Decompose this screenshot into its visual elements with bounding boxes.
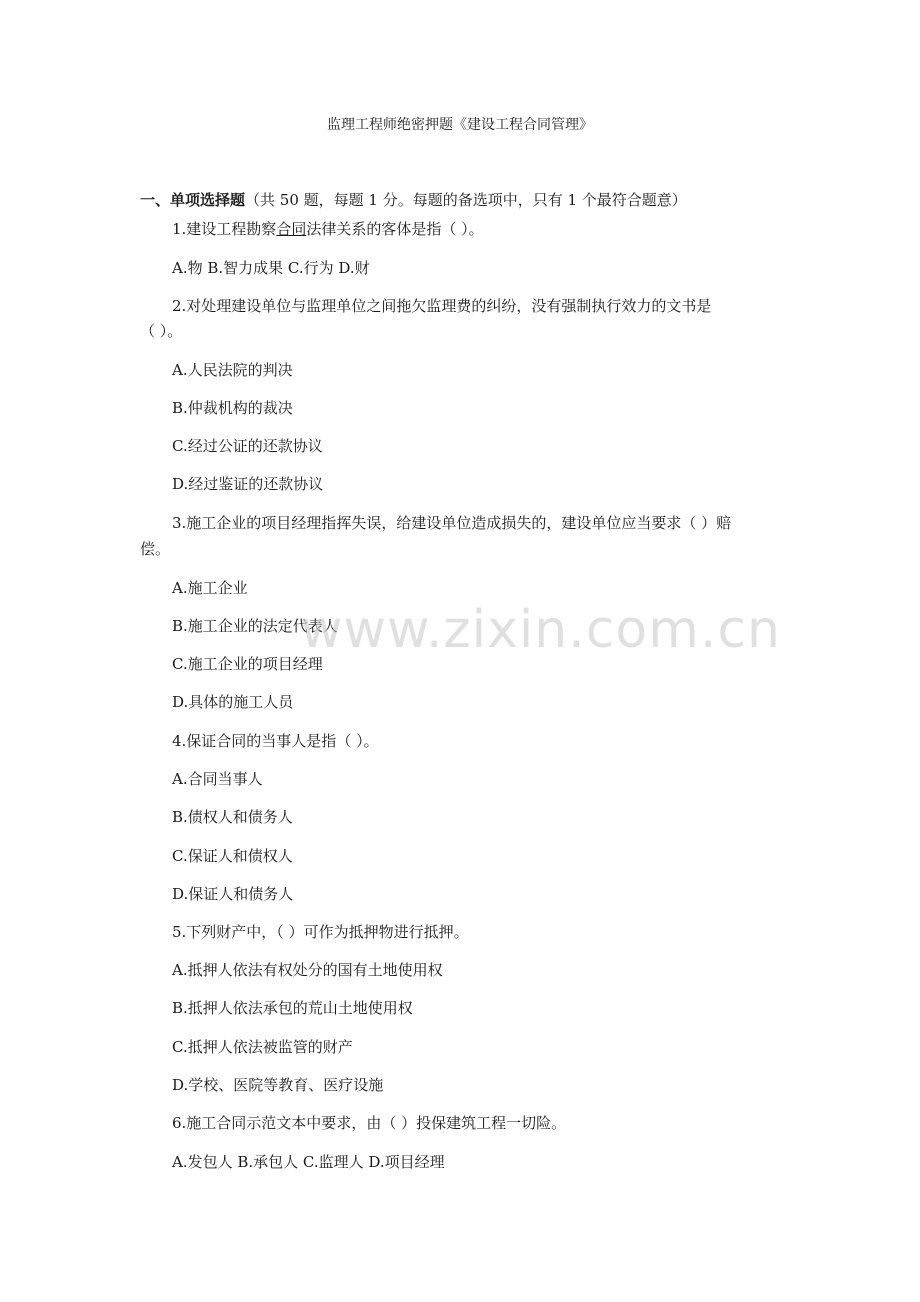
- question-3-stem: 3.施工企业的项目经理指挥失误，给建设单位造成损失的，建设单位应当要求（ ）赔: [172, 514, 732, 532]
- question-1-options: A.物 B.智力成果 C.行为 D.财: [172, 259, 370, 277]
- question-5-option-a: A.抵押人依法有权处分的国有土地使用权: [172, 961, 443, 979]
- question-2-stem-continued: （ ）。: [140, 322, 183, 340]
- question-3-stem-continued: 偿。: [140, 540, 171, 558]
- question-1-stem: 1.建设工程勘察合同法律关系的客体是指（ ）。: [172, 220, 484, 238]
- question-4-option-c: C.保证人和债权人: [172, 847, 293, 865]
- question-5-option-b: B.抵押人依法承包的荒山土地使用权: [172, 999, 413, 1017]
- question-5-option-d: D.学校、医院等教育、医疗设施: [172, 1076, 384, 1094]
- question-3-option-b: B.施工企业的法定代表人: [172, 617, 338, 635]
- question-2-stem: 2.对处理建设单位与监理单位之间拖欠监理费的纠纷，没有强制执行效力的文书是: [172, 297, 712, 315]
- question-3-option-d: D.具体的施工人员: [172, 693, 294, 711]
- section-heading: [140, 189, 687, 210]
- question-5-stem: 5.下列财产中，（ ）可作为抵押物进行抵押。: [172, 923, 469, 941]
- question-6-options: A.发包人 B.承包人 C.监理人 D.项目经理: [172, 1153, 445, 1171]
- question-4-stem: 4.保证合同的当事人是指（ ）。: [172, 732, 379, 750]
- question-3-option-c: C.施工企业的项目经理: [172, 655, 323, 673]
- question-4-option-b: B.债权人和债务人: [172, 808, 293, 826]
- question-5-option-c: C.抵押人依法被监管的财产: [172, 1038, 353, 1056]
- question-2-option-a: A.人民法院的判决: [172, 361, 293, 379]
- contract-link[interactable]: 合同: [276, 220, 307, 238]
- question-3-option-a: A.施工企业: [172, 579, 248, 597]
- question-6-stem: 6.施工合同示范文本中要求，由（ ）投保建筑工程一切险。: [172, 1114, 567, 1132]
- question-2-option-d: D.经过鉴证的还款协议: [172, 475, 324, 493]
- document-title: 监理工程师绝密押题《建设工程合同管理》: [327, 117, 593, 133]
- question-4-option-a: A.合同当事人: [172, 770, 263, 788]
- section-heading-description: （共 50 题，每题 1 分。每题的备选项中，只有 1 个最符合题意）: [245, 191, 687, 209]
- question-2-option-b: B.仲裁机构的裁决: [172, 399, 293, 417]
- section-heading-label: 一、单项选择题: [140, 191, 246, 209]
- question-4-option-d: D.保证人和债务人: [172, 885, 294, 903]
- watermark: www.zixin.com.cn: [300, 600, 781, 660]
- question-2-option-c: C.经过公证的还款协议: [172, 437, 323, 455]
